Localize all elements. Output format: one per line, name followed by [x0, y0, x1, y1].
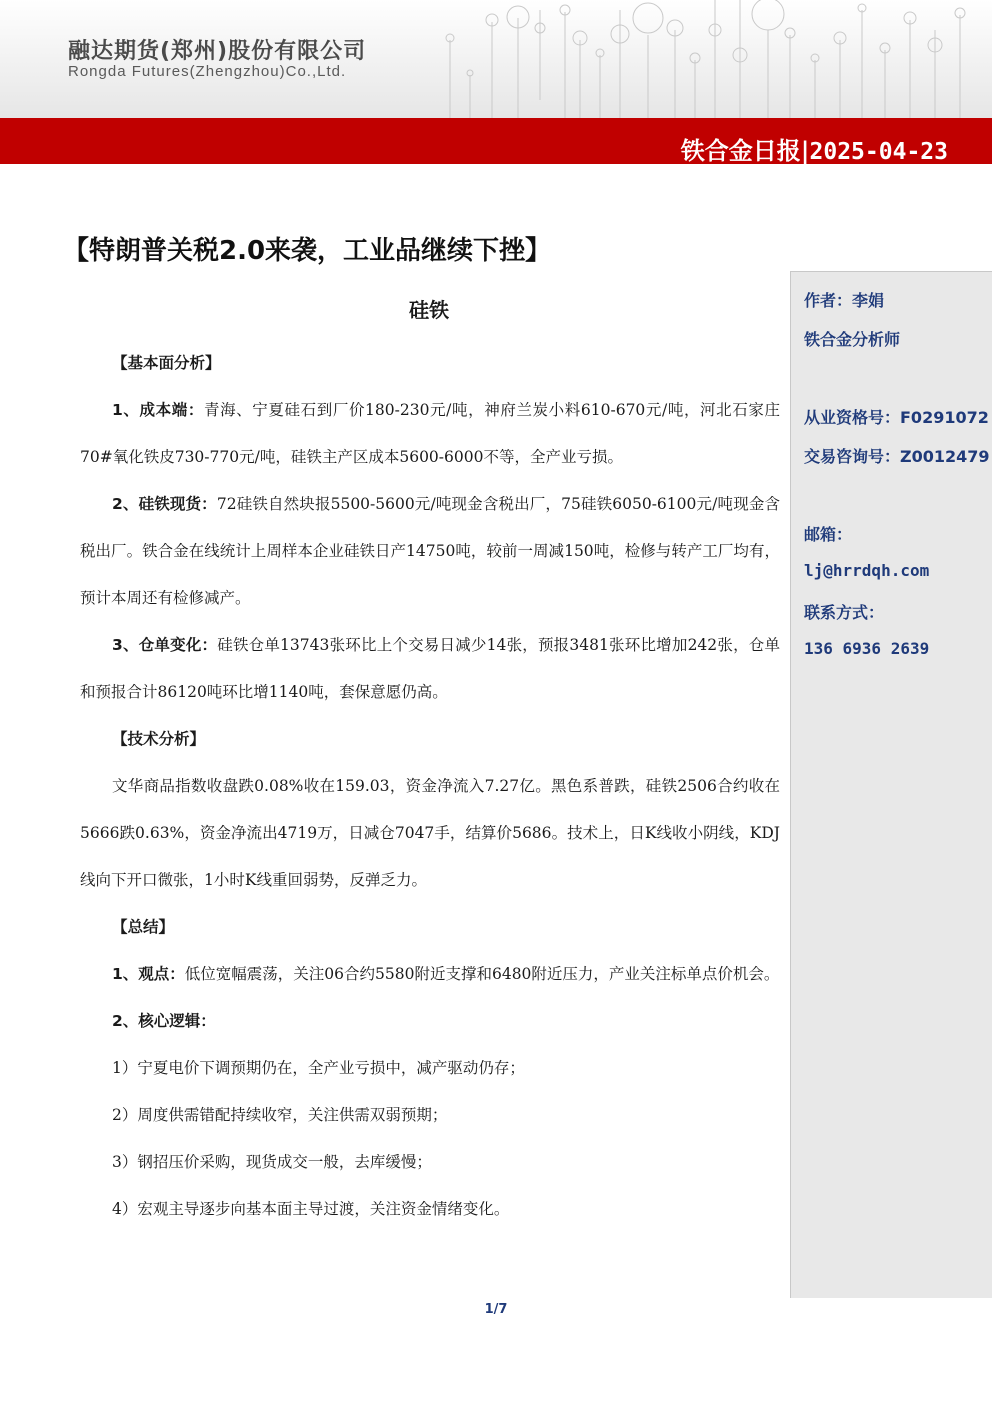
label-view: 1、观点： — [112, 965, 185, 983]
section-title-technical: 【技术分析】 — [112, 730, 206, 748]
paragraph-technical: 文华商品指数收盘跌0.08%收在159.03，资金净流入7.27亿。黑色系普跌，硅铁2506合约收在5666跌0.63%，资金净流出4719万，日减仓7047手，结算价5686。技术上，日K线收小阴线，KDJ线向下开口微张，1小时K线重回弱势，反弹乏力。 — [80, 777, 780, 889]
author-name: 作者：李娟 — [804, 291, 885, 310]
text-spot: 72硅铁自然块报5500-5600元/吨现金含税出厂，75硅铁6050-6100元/吨现金含税出厂。铁合金在线统计上周样本企业硅铁日产14750吨，较前一周减150吨，检修与转产工厂均有，预计本周还有检修减产。 — [80, 495, 780, 607]
report-title-text: 铁合金日报| — [680, 136, 810, 165]
paragraph-cost — [80, 387, 780, 481]
text-view: 低位宽幅震荡，关注06合约5580附近支撑和6480附近压力，产业关注标单点价机会。 — [184, 965, 780, 983]
paragraph-spot — [80, 481, 780, 622]
section-title-summary: 【总结】 — [112, 918, 175, 936]
logic-item: 4）宏观主导逐步向基本面主导过渡，关注资金情绪变化。 — [112, 1200, 510, 1218]
company-name-cn: 融达期货(郑州)股份有限公司 — [68, 39, 367, 64]
paragraph-warehouse — [80, 622, 780, 716]
logic-item: 1）宁夏电价下调预期仍在，全产业亏损中，减产驱动仍存； — [112, 1059, 525, 1077]
paragraph-view — [80, 951, 780, 998]
section-title-fundamentals: 【基本面分析】 — [112, 354, 221, 372]
report-title — [681, 131, 948, 166]
contact-label: 联系方式： — [804, 603, 885, 622]
email-address: lj@hrrdqh.com — [804, 561, 930, 580]
page-header — [0, 0, 992, 118]
page-number: 1/7 — [484, 1302, 508, 1317]
text-warehouse: 硅铁仓单13743张环比上个交易日减少14张，预报3481张环比增加242张，仓单和预报合计86120吨环比增1140吨，套保意愿仍高。 — [80, 636, 780, 701]
logic-item: 3）钢招压价采购，现货成交一般，去库缓慢； — [112, 1153, 432, 1171]
label-core-logic: 2、核心逻辑： — [112, 1012, 216, 1030]
page-headline: 【特朗普关税2.0来袭，工业品继续下挫】 — [63, 236, 552, 266]
report-body — [80, 340, 780, 1233]
label-spot: 2、硅铁现货： — [112, 495, 217, 513]
qualification-number: 从业资格号：F0291072 — [804, 408, 989, 427]
label-cost: 1、成本端： — [112, 401, 204, 419]
consulting-number: 交易咨询号：Z0012479 — [804, 447, 990, 466]
author-role: 铁合金分析师 — [804, 330, 901, 349]
logic-item: 2）周度供需错配持续收窄，关注供需双弱预期； — [112, 1106, 448, 1124]
email-label: 邮箱： — [804, 525, 853, 544]
header-decoration-icon — [430, 0, 992, 118]
text-cost: 青海、宁夏硅石到厂价180-230元/吨，神府兰炭小料610-670元/吨，河北石家庄70#氧化铁皮730-770元/吨，硅铁主产区成本5600-6000不等，全产业亏损。 — [80, 401, 780, 466]
report-date: 2025-04-23 — [809, 139, 948, 165]
company-name-en: Rongda Futures(Zhengzhou)Co.,Ltd. — [68, 63, 347, 80]
subject-title: 硅铁 — [409, 298, 449, 322]
phone-number: 136 6936 2639 — [804, 639, 930, 658]
label-warehouse: 3、仓单变化： — [112, 636, 218, 654]
author-sidebar — [790, 271, 992, 1298]
